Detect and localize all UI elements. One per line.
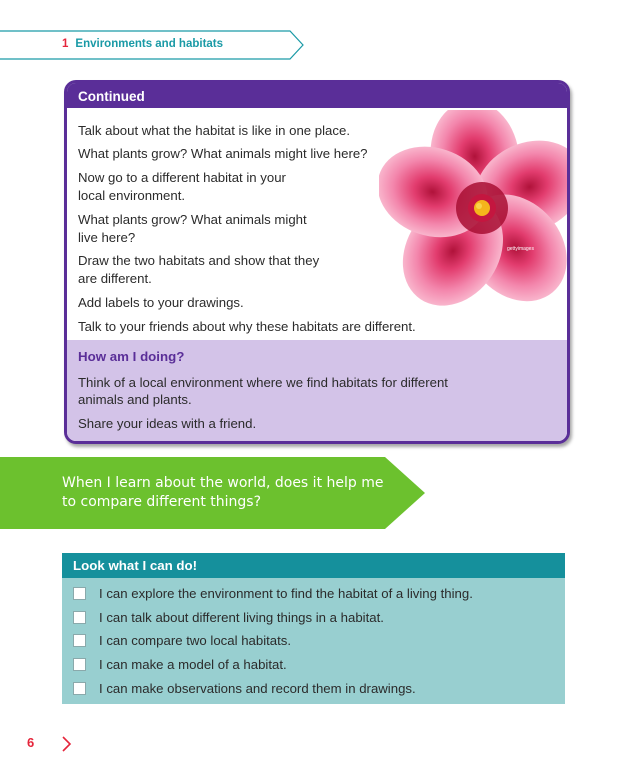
continued-line: Draw the two habitats and show that they [78, 253, 320, 268]
continued-box [64, 80, 570, 444]
page-number: 6 [27, 735, 35, 750]
continued-line: are different. [78, 271, 152, 286]
doing-line: animals and plants. [78, 392, 192, 407]
how-am-i-doing-heading: How am I doing? [78, 349, 185, 364]
chapter-tab [0, 30, 305, 60]
checkbox[interactable] [73, 682, 86, 695]
checklist-item-label: I can talk about different living things in a habitat. [99, 610, 384, 625]
checkbox[interactable] [73, 658, 86, 671]
continued-line: Now go to a different habitat in your [78, 170, 286, 185]
continued-heading: Continued [67, 83, 567, 108]
reflection-line: When I learn about the world, does it help me [62, 475, 384, 491]
checklist-item-label: I can make a model of a habitat. [99, 657, 287, 672]
continued-line: Talk about what the habitat is like in one place. [78, 123, 350, 138]
watermark-text: gettyimages [507, 246, 534, 252]
doing-line: Share your ideas with a friend. [78, 416, 257, 431]
reflection-line: to compare different things? [62, 494, 262, 510]
checklist-item-label: I can make observations and record them in drawings. [99, 681, 416, 696]
chapter-number: 1 [62, 38, 69, 50]
checklist-item-label: I can explore the environment to find the habitat of a living thing. [99, 586, 473, 601]
checkbox[interactable] [73, 611, 86, 624]
chevron-right-icon [62, 736, 72, 752]
continued-line: Add labels to your drawings. [78, 295, 244, 310]
continued-line: live here? [78, 230, 136, 245]
checkbox[interactable] [73, 634, 86, 647]
look-what-i-can-do-box [62, 553, 565, 704]
continued-line: What plants grow? What animals might [78, 212, 307, 227]
doing-line: Think of a local environment where we find habitats for different [78, 375, 448, 390]
chapter-title: Environments and habitats [75, 38, 224, 50]
look-what-i-can-do-heading: Look what I can do! [62, 553, 565, 578]
reflection-banner [0, 457, 425, 529]
chapter-heading [62, 38, 223, 50]
reflection-question [62, 474, 402, 512]
continued-body [67, 108, 567, 343]
continued-line: What plants grow? What animals might live here? [78, 146, 368, 161]
how-am-i-doing-section [67, 340, 567, 444]
checkbox[interactable] [73, 587, 86, 600]
checklist-item-label: I can compare two local habitats. [99, 633, 292, 648]
continued-line: Talk to your friends about why these habitats are different. [78, 319, 416, 334]
hibiscus-flower-image [379, 110, 570, 315]
continued-line: local environment. [78, 188, 186, 203]
